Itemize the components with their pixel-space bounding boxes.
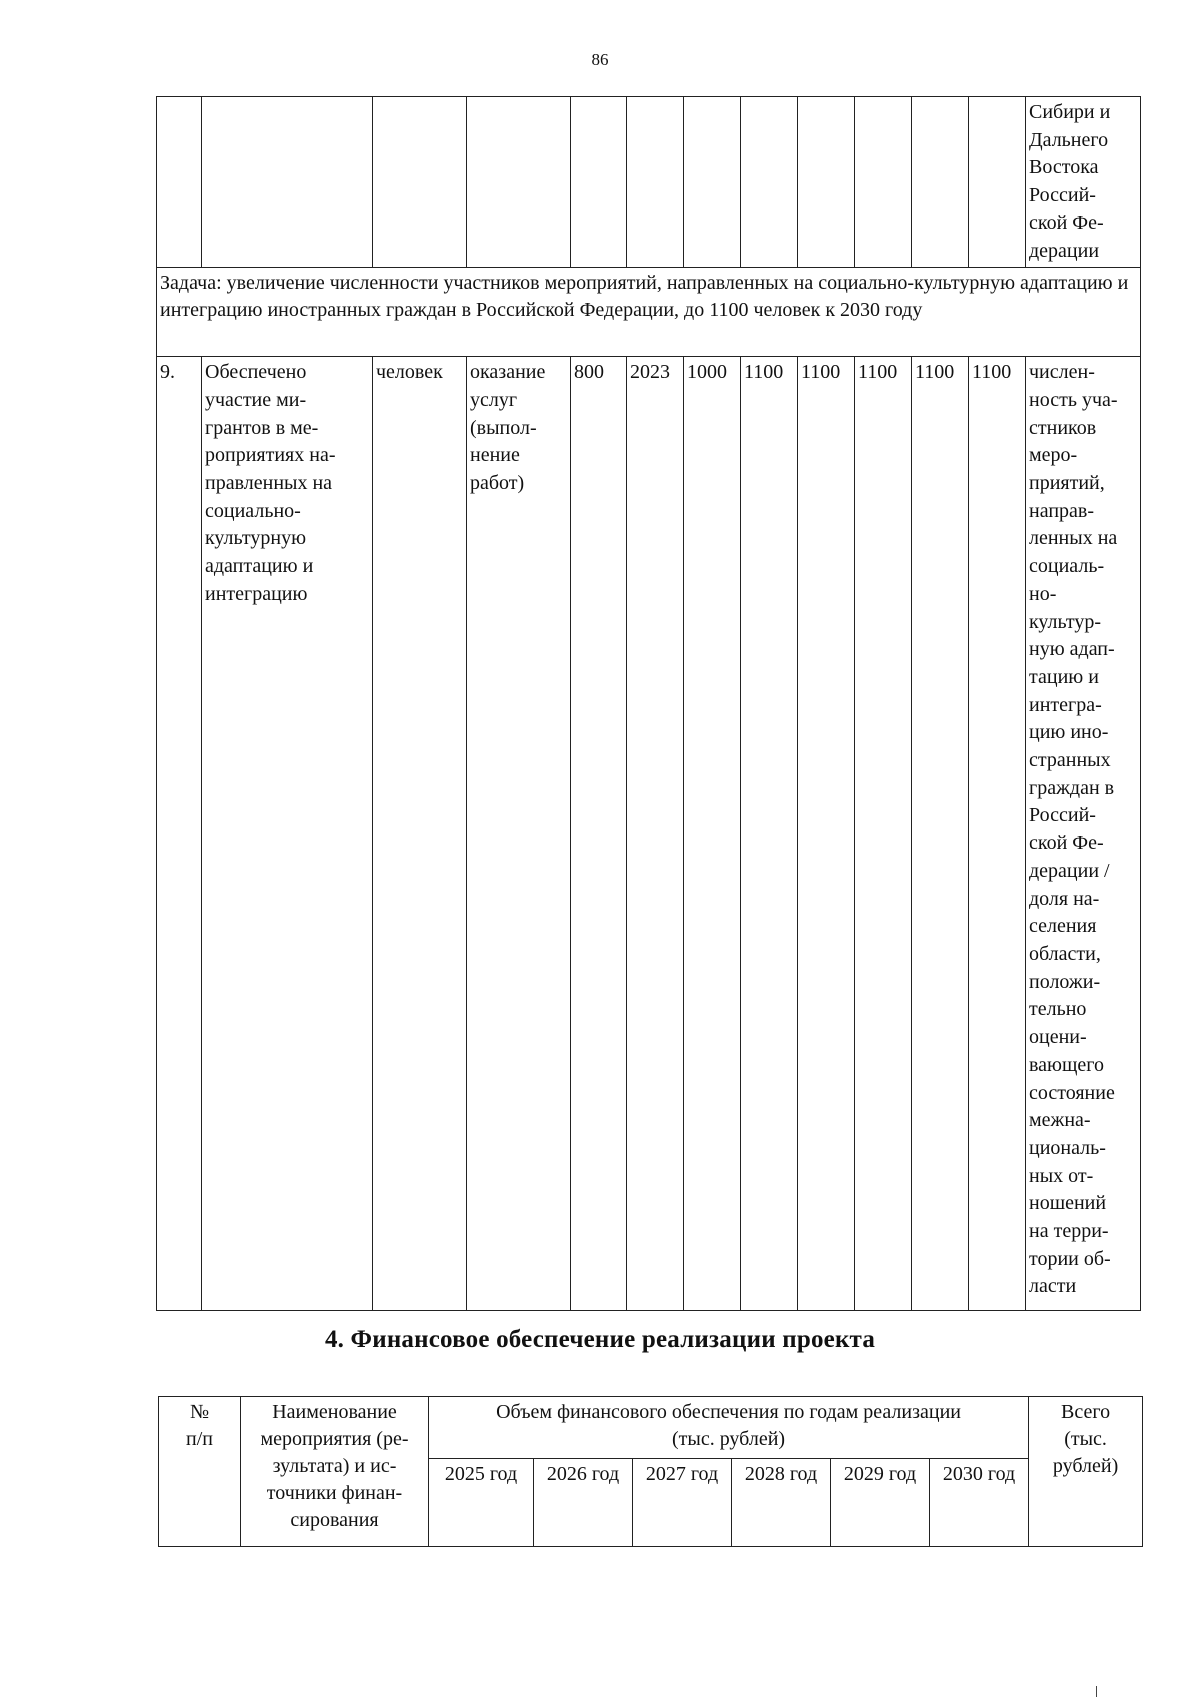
section-title: 4. Финансовое обеспечение реализации проекта [324, 1326, 876, 1353]
header-year: 2026 год [534, 1459, 633, 1547]
table-cell [202, 97, 373, 268]
page-number: 86 [591, 50, 609, 69]
table-row [157, 357, 1141, 1311]
table-cell [373, 97, 467, 268]
table-cell [157, 97, 202, 268]
scan-mark [1096, 1686, 1097, 1697]
header-year: 2030 год [930, 1459, 1029, 1547]
table-cell [912, 97, 969, 268]
table-cell [798, 97, 855, 268]
table-cell [969, 97, 1026, 268]
value-2028: 1100 [855, 357, 912, 1311]
finance-table [158, 1396, 1143, 1547]
value-2029: 1100 [912, 357, 969, 1311]
value-2027: 1100 [798, 357, 855, 1311]
value-2030: 1100 [969, 357, 1026, 1311]
task-text: Задача: увеличение численности участников мероприятий, направленных на социально-культурную адаптацию и интеграцию иностранных граждан в Российской Федерации, до 1100 человек к 2030 году [157, 268, 1141, 357]
value-2025: 1000 [684, 357, 741, 1311]
table-row [157, 97, 1141, 268]
header-volume: Объем финансового обеспечения по годам реализации (тыс. рублей) [429, 1397, 1029, 1459]
header-year: 2025 год [429, 1459, 534, 1547]
header-name: Наименование мероприятия (ре- зультата) и ис- точники финан- сирования [241, 1397, 429, 1547]
related-indicator: числен- ность уча- стников меро- приятий, направ- ленных на социаль- но- культур- ную адап- тацию и интегра- цию ино- странных граждан в Россий- ской Фе- дерации / доля на- селения области, положи- тельно оцени- вающего состояние межна- циональ- ных от- ношений на терри- тории об- ласти [1026, 357, 1141, 1311]
row-number: 9. [157, 357, 202, 1311]
indicators-table [156, 96, 1141, 1311]
result-type: оказание услуг (выпол- нение работ) [467, 357, 571, 1311]
result-name: Обеспечено участие ми- грантов в ме- роприятиях на- правленных на социально- культурную адаптацию и интеграцию [202, 357, 373, 1311]
base-year: 2023 [627, 357, 684, 1311]
value-2026: 1100 [741, 357, 798, 1311]
table-cell [571, 97, 627, 268]
header-year: 2029 год [831, 1459, 930, 1547]
table-cell [627, 97, 684, 268]
table-cell [684, 97, 741, 268]
base-value: 800 [571, 357, 627, 1311]
header-year: 2027 год [633, 1459, 732, 1547]
header-total: Всего (тыс. рублей) [1029, 1397, 1143, 1547]
header-number: № п/п [159, 1397, 241, 1547]
table-cell [467, 97, 571, 268]
responsible-cell: Сибири и Дальнего Востока Россий- ской Фе- дерации [1026, 97, 1141, 268]
table-cell [741, 97, 798, 268]
task-row [157, 268, 1141, 357]
table-cell [855, 97, 912, 268]
header-year: 2028 год [732, 1459, 831, 1547]
table-header-row [159, 1397, 1143, 1459]
unit-of-measure: человек [373, 357, 467, 1311]
